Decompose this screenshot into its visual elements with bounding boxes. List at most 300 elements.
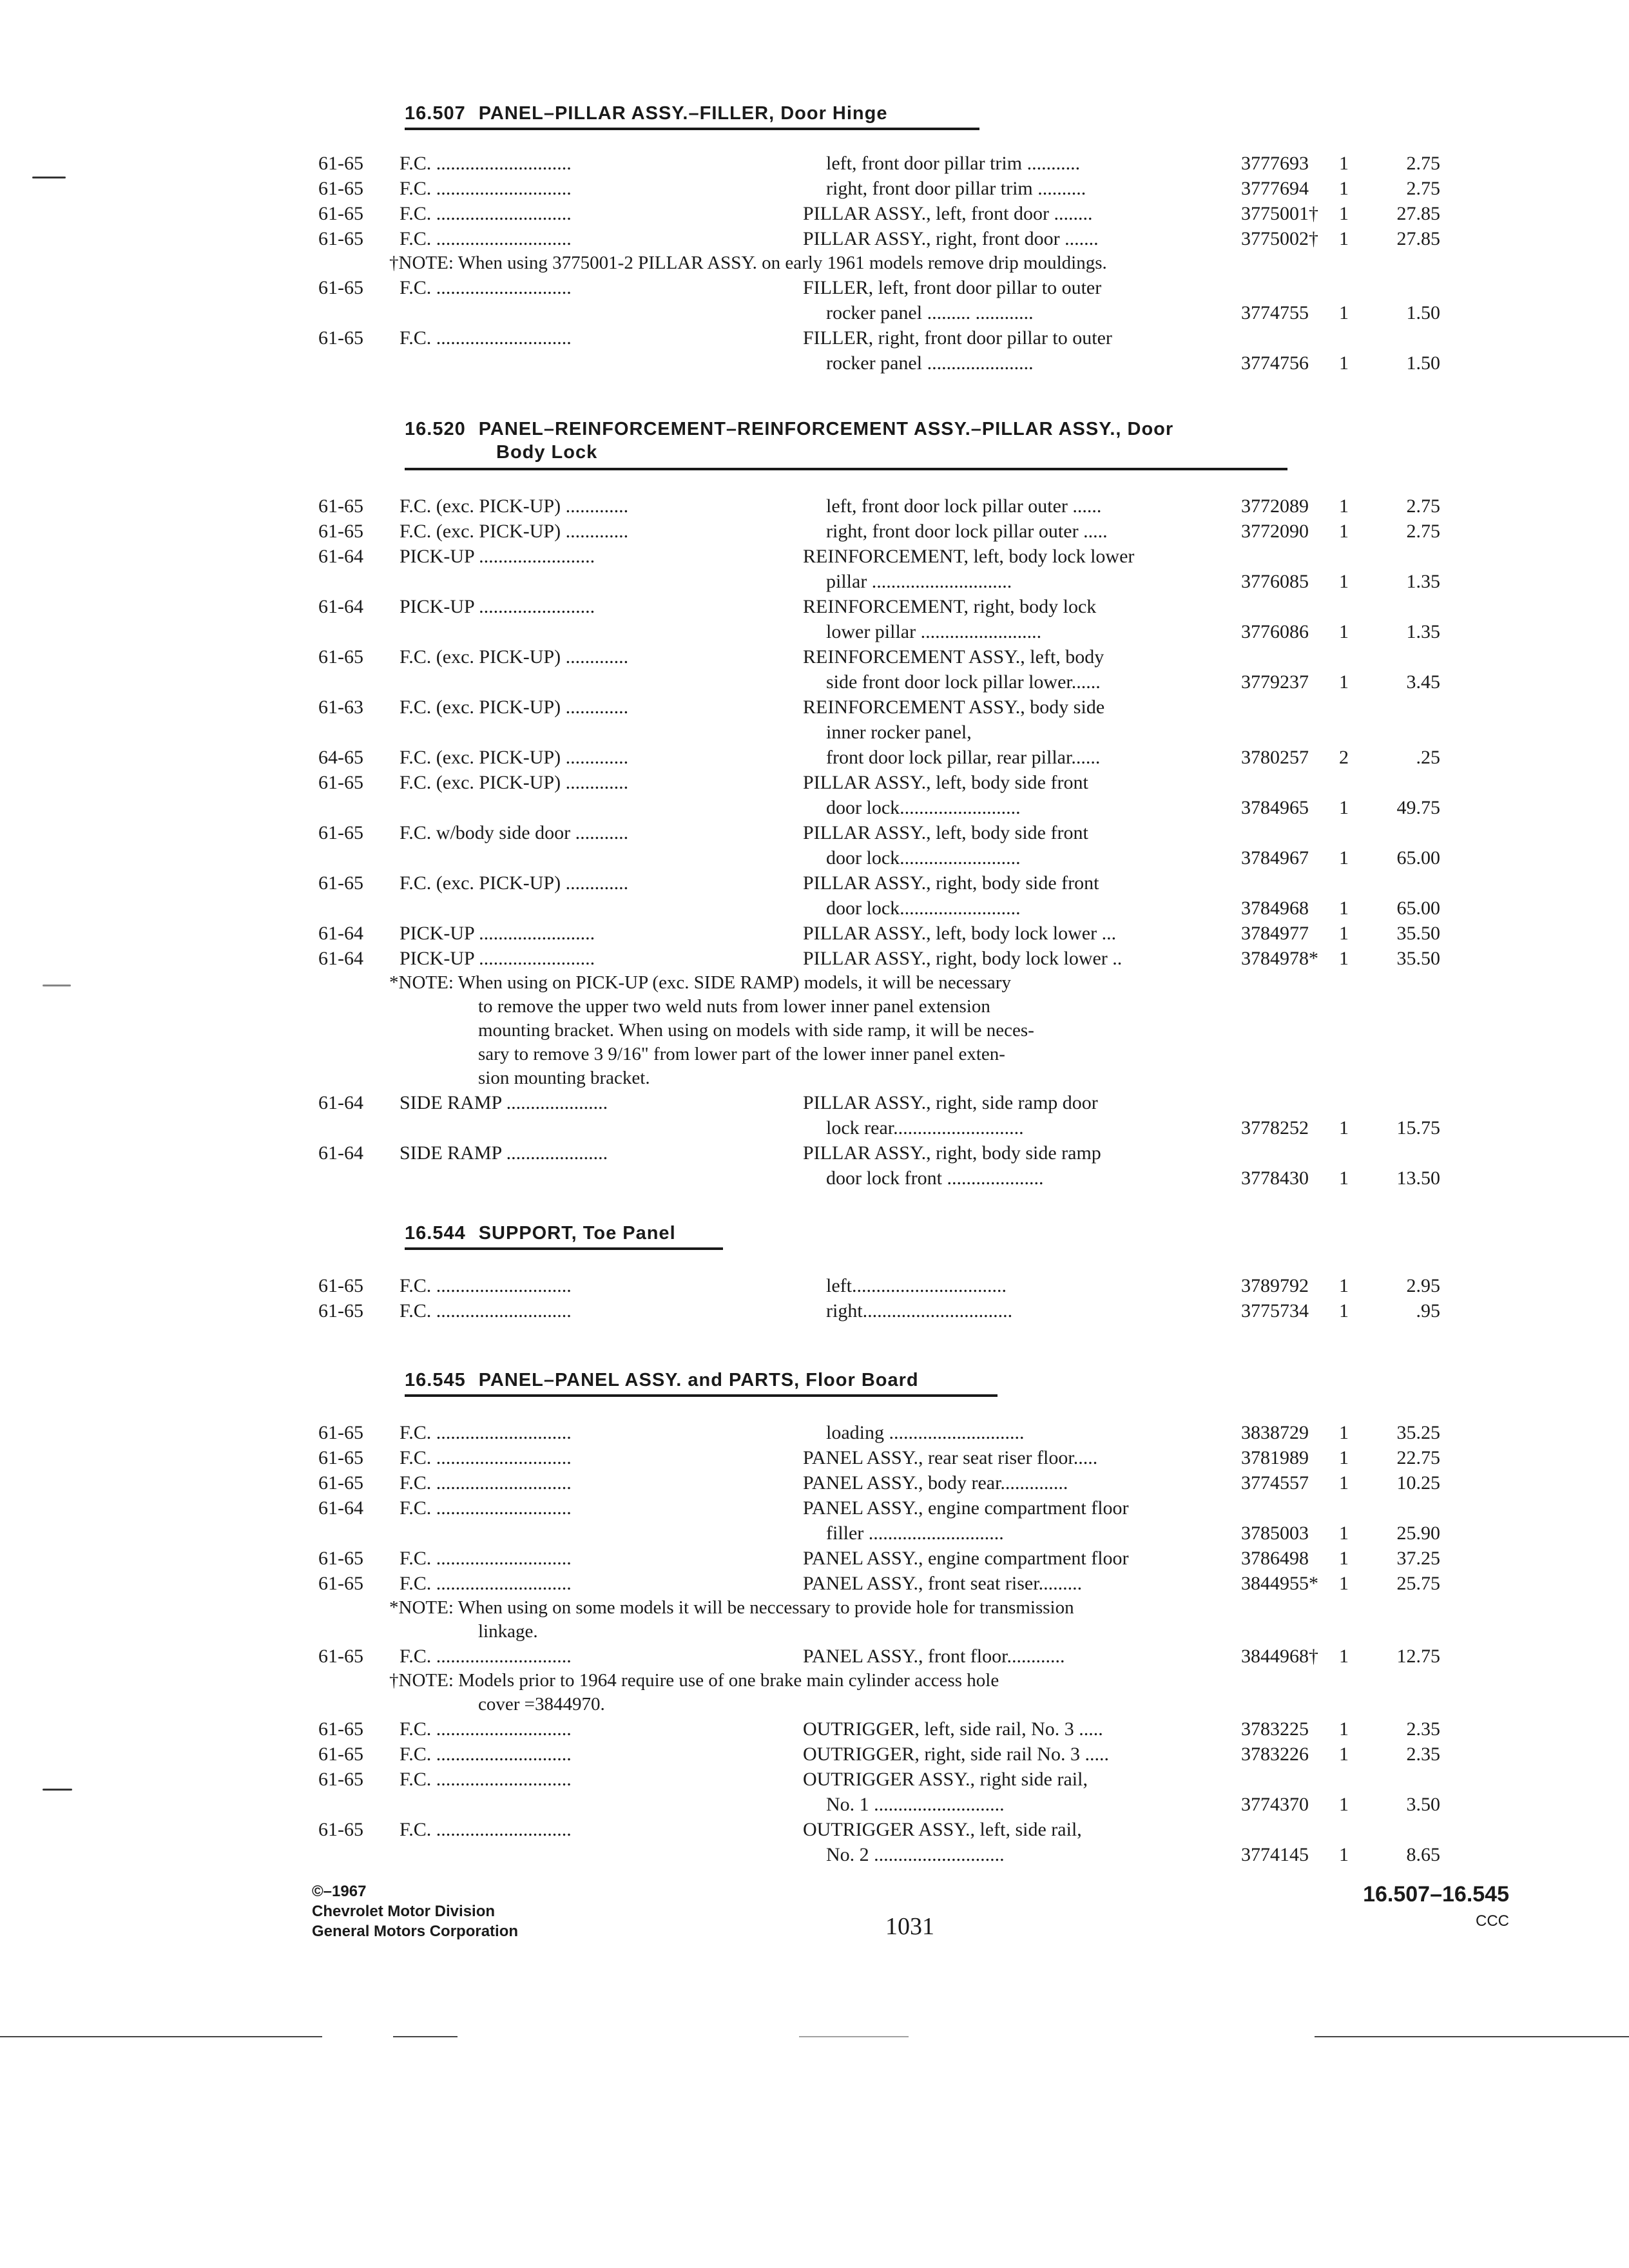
part-row: [0, 1792, 1629, 1817]
quantity: 1: [1339, 521, 1349, 542]
part-row: [0, 1273, 1629, 1298]
part-row: [0, 1420, 1629, 1445]
part-number: 3778430: [1241, 1168, 1309, 1189]
note-line: to remove the upper two weld nuts from lower inner panel extension: [478, 996, 990, 1017]
part-row: [0, 845, 1629, 870]
model-name: F.C. ............................: [400, 1275, 572, 1296]
part-row: [0, 494, 1629, 519]
part-row: [0, 644, 1629, 669]
quantity: 1: [1339, 203, 1349, 224]
quantity: 1: [1339, 1168, 1349, 1189]
part-row: [0, 275, 1629, 300]
quantity: 1: [1339, 1422, 1349, 1443]
part-number: 3780257: [1241, 747, 1309, 768]
quantity: 1: [1339, 898, 1349, 919]
quantity: 1: [1339, 495, 1349, 517]
quantity: 1: [1339, 948, 1349, 969]
model-years: 61-65: [318, 1447, 363, 1468]
model-name: F.C. ............................: [400, 1447, 572, 1468]
part-description: No. 1 ...........................: [826, 1794, 1005, 1815]
model-name: F.C. (exc. PICK-UP) .............: [400, 772, 629, 793]
section-underline: [405, 1247, 723, 1250]
model-years: 61-65: [318, 178, 363, 199]
model-years: 61-65: [318, 1300, 363, 1321]
model-years: 61-65: [318, 495, 363, 517]
part-number: 3775734: [1241, 1300, 1309, 1321]
model-name: PICK-UP ........................: [400, 596, 595, 617]
part-description: PANEL ASSY., front floor............: [803, 1646, 1065, 1667]
quantity: 1: [1339, 352, 1349, 374]
section-number: 16.507: [405, 103, 466, 124]
section-number: 16.520: [405, 419, 466, 439]
part-note: [389, 1669, 1629, 1716]
model-name: F.C. ............................: [400, 1573, 572, 1594]
part-row: [0, 820, 1629, 845]
part-number: 3784978*: [1241, 948, 1318, 969]
part-row: [0, 569, 1629, 594]
quantity: 1: [1339, 228, 1349, 249]
price: 35.50: [1396, 923, 1440, 944]
quantity: 1: [1339, 1573, 1349, 1594]
model-name: F.C. (exc. PICK-UP) .............: [400, 697, 629, 718]
margin-mark: [32, 177, 66, 178]
model-years: 61-65: [318, 1472, 363, 1494]
model-name: F.C. ............................: [400, 1472, 572, 1494]
part-number: 3774557: [1241, 1472, 1309, 1494]
model-name: F.C. ............................: [400, 1718, 572, 1740]
part-row: [0, 1767, 1629, 1792]
footer-publisher: [312, 1881, 518, 1941]
quantity: 1: [1339, 671, 1349, 693]
model-years: 61-65: [318, 1646, 363, 1667]
part-description: inner rocker panel,: [826, 722, 972, 743]
section-underline: [405, 468, 1287, 470]
part-row: [0, 594, 1629, 619]
quantity: 1: [1339, 1844, 1349, 1865]
model-name: F.C. ............................: [400, 228, 572, 249]
part-number: 3789792: [1241, 1275, 1309, 1296]
price: 35.25: [1396, 1422, 1440, 1443]
price: 3.50: [1406, 1794, 1440, 1815]
price: 25.90: [1396, 1523, 1440, 1544]
price: 2.75: [1406, 495, 1440, 517]
quantity: 1: [1339, 1472, 1349, 1494]
part-number: 3774145: [1241, 1844, 1309, 1865]
model-name: F.C. ............................: [400, 1548, 572, 1569]
part-row: [0, 896, 1629, 921]
part-row: [0, 870, 1629, 896]
quantity: 1: [1339, 178, 1349, 199]
quantity: 1: [1339, 1548, 1349, 1569]
model-name: SIDE RAMP .....................: [400, 1092, 608, 1113]
price: 35.50: [1396, 948, 1440, 969]
model-years: 61-64: [318, 923, 363, 944]
model-years: 61-63: [318, 697, 363, 718]
part-row: [0, 669, 1629, 695]
model-years: 61-65: [318, 1548, 363, 1569]
model-name: F.C. (exc. PICK-UP) .............: [400, 495, 629, 517]
part-number: 3844955*: [1241, 1573, 1318, 1594]
model-years: 61-64: [318, 596, 363, 617]
part-row: [0, 1644, 1629, 1669]
section-title: PANEL–PANEL ASSY. and PARTS, Floor Board: [478, 1370, 919, 1390]
section-title: PANEL–PILLAR ASSY.–FILLER, Door Hinge: [478, 103, 888, 124]
part-description: door lock.........................: [826, 797, 1021, 818]
quantity: 1: [1339, 571, 1349, 592]
part-row: [0, 695, 1629, 720]
price: 27.85: [1396, 203, 1440, 224]
quantity: 1: [1339, 1300, 1349, 1321]
part-row: [0, 1470, 1629, 1495]
part-number: 3777694: [1241, 178, 1309, 199]
part-description: REINFORCEMENT, left, body lock lower: [803, 546, 1135, 567]
model-years: 61-65: [318, 203, 363, 224]
catalog-code: CCC: [1476, 1912, 1509, 1930]
quantity: 1: [1339, 1646, 1349, 1667]
model-years: 61-64: [318, 948, 363, 969]
section-16507-parts: [0, 151, 1629, 376]
part-row: [0, 519, 1629, 544]
part-row: [0, 1742, 1629, 1767]
model-name: F.C. ............................: [400, 1497, 572, 1519]
part-row: [0, 1445, 1629, 1470]
model-years: 61-65: [318, 1422, 363, 1443]
model-name: F.C. ............................: [400, 327, 572, 349]
section-number: 16.545: [405, 1370, 466, 1390]
margin-mark: [43, 1789, 72, 1791]
part-description: PILLAR ASSY., right, body lock lower ..: [803, 948, 1123, 969]
part-row: [0, 770, 1629, 795]
part-row: [0, 1140, 1629, 1166]
quantity: 1: [1339, 153, 1349, 174]
part-description: right...............................: [826, 1300, 1013, 1321]
note-line: sion mounting bracket.: [478, 1068, 650, 1088]
part-number: 3772090: [1241, 521, 1309, 542]
part-number: 3784977: [1241, 923, 1309, 944]
model-years: 61-65: [318, 521, 363, 542]
part-number: 3784968: [1241, 898, 1309, 919]
section-underline: [405, 128, 979, 130]
part-description: FILLER, left, front door pillar to outer: [803, 277, 1102, 298]
division-name: Chevrolet Motor Division: [312, 1903, 496, 1920]
part-description: PILLAR ASSY., right, body side ramp: [803, 1142, 1101, 1164]
part-row: [0, 201, 1629, 226]
part-row: [0, 1090, 1629, 1115]
model-years: 61-64: [318, 1497, 363, 1519]
part-row: [0, 544, 1629, 569]
corporation-name: General Motors Corporation: [312, 1923, 519, 1940]
part-number: 3783225: [1241, 1718, 1309, 1740]
part-description: pillar .............................: [826, 571, 1012, 592]
part-number: 3776085: [1241, 571, 1309, 592]
section-number: 16.544: [405, 1223, 466, 1244]
section-title: SUPPORT, Toe Panel: [478, 1223, 676, 1244]
part-row: [0, 1817, 1629, 1842]
part-number: 3774370: [1241, 1794, 1309, 1815]
part-row: [0, 745, 1629, 770]
note-line: *NOTE: When using on some models it will be neccessary to provide hole for transmission: [389, 1597, 1074, 1618]
section-subtitle: Body Lock: [496, 442, 598, 463]
part-row: [0, 226, 1629, 251]
part-row: [0, 1298, 1629, 1323]
model-name: PICK-UP ........................: [400, 948, 595, 969]
part-description: loading ............................: [826, 1422, 1025, 1443]
quantity: 1: [1339, 797, 1349, 818]
model-name: F.C. ............................: [400, 1300, 572, 1321]
part-description: OUTRIGGER ASSY., left, side rail,: [803, 1819, 1082, 1840]
part-description: left, front door pillar trim ...........: [826, 153, 1081, 174]
model-years: 61-65: [318, 153, 363, 174]
section-16545-parts: [0, 1420, 1629, 1867]
section-heading: [405, 102, 887, 125]
part-row: [0, 1521, 1629, 1546]
price: 2.75: [1406, 178, 1440, 199]
quantity: 1: [1339, 1275, 1349, 1296]
footer-range: [1363, 1879, 1509, 1933]
model-name: F.C. ............................: [400, 1646, 572, 1667]
note-line: sary to remove 3 9/16" from lower part of the lower inner panel exten-: [478, 1044, 1005, 1064]
part-description: REINFORCEMENT ASSY., left, body: [803, 646, 1104, 668]
part-row: [0, 1495, 1629, 1521]
model-name: PICK-UP ........................: [400, 546, 595, 567]
part-row: [0, 720, 1629, 745]
part-description: FILLER, right, front door pillar to outer: [803, 327, 1112, 349]
part-description: front door lock pillar, rear pillar......: [826, 747, 1101, 768]
price: 12.75: [1396, 1646, 1440, 1667]
price: 15.75: [1396, 1117, 1440, 1139]
quantity: 1: [1339, 1523, 1349, 1544]
price: 1.35: [1406, 571, 1440, 592]
part-row: [0, 300, 1629, 325]
part-note: [389, 971, 1629, 1090]
part-number: 3774755: [1241, 302, 1309, 323]
note-line: cover =3844970.: [478, 1694, 605, 1715]
price: .95: [1416, 1300, 1440, 1321]
model-years: 61-65: [318, 772, 363, 793]
part-row: [0, 351, 1629, 376]
part-row: [0, 795, 1629, 820]
page-number: 1031: [885, 1913, 934, 1940]
price: 2.75: [1406, 153, 1440, 174]
note-line: *NOTE: When using on PICK-UP (exc. SIDE RAMP) models, it will be necessary: [389, 972, 1011, 993]
model-name: F.C. (exc. PICK-UP) .............: [400, 747, 629, 768]
price: 25.75: [1396, 1573, 1440, 1594]
price: 2.95: [1406, 1275, 1440, 1296]
model-years: 61-64: [318, 1142, 363, 1164]
part-row: [0, 1842, 1629, 1867]
part-description: OUTRIGGER, right, side rail No. 3 .....: [803, 1744, 1109, 1765]
note-line: linkage.: [478, 1621, 538, 1642]
model-name: F.C. ............................: [400, 203, 572, 224]
part-description: left................................: [826, 1275, 1007, 1296]
part-number: 3775002†: [1241, 228, 1318, 249]
model-years: 61-65: [318, 1819, 363, 1840]
quantity: 1: [1339, 302, 1349, 323]
note-line: mounting bracket. When using on models with side ramp, it will be neces-: [478, 1020, 1034, 1041]
part-description: door lock.........................: [826, 847, 1021, 869]
model-years: 61-65: [318, 1573, 363, 1594]
scan-edge-line: [0, 2036, 322, 2037]
part-description: PILLAR ASSY., right, side ramp door: [803, 1092, 1098, 1113]
quantity: 1: [1339, 1794, 1349, 1815]
model-years: 61-65: [318, 277, 363, 298]
section-range: 16.507–16.545: [1363, 1882, 1509, 1907]
model-years: 61-65: [318, 1769, 363, 1790]
part-row: [0, 176, 1629, 201]
model-years: 61-65: [318, 1744, 363, 1765]
part-number: 3784965: [1241, 797, 1309, 818]
part-description: door lock.........................: [826, 898, 1021, 919]
part-description: lock rear...........................: [826, 1117, 1024, 1139]
part-number: 3774756: [1241, 352, 1309, 374]
model-name: F.C. (exc. PICK-UP) .............: [400, 872, 629, 894]
part-description: PANEL ASSY., front seat riser.........: [803, 1573, 1083, 1594]
quantity: 2: [1339, 747, 1349, 768]
part-row: [0, 1546, 1629, 1571]
price: 8.65: [1406, 1844, 1440, 1865]
part-number: 3838729: [1241, 1422, 1309, 1443]
price: 13.50: [1396, 1168, 1440, 1189]
price: 37.25: [1396, 1548, 1440, 1569]
price: 2.35: [1406, 1744, 1440, 1765]
model-name: F.C. w/body side door ...........: [400, 822, 629, 843]
price: 10.25: [1396, 1472, 1440, 1494]
part-description: REINFORCEMENT ASSY., body side: [803, 697, 1105, 718]
section-heading: [405, 1222, 676, 1245]
section-heading: [405, 1369, 919, 1392]
quantity: 1: [1339, 1744, 1349, 1765]
part-description: PILLAR ASSY., left, body lock lower ...: [803, 923, 1117, 944]
part-description: PANEL ASSY., engine compartment floor: [803, 1497, 1129, 1519]
margin-mark: [43, 985, 71, 986]
part-description: PILLAR ASSY., left, body side front: [803, 822, 1088, 843]
scan-edge-line: [799, 2036, 909, 2037]
model-years: 61-65: [318, 822, 363, 843]
price: 49.75: [1396, 797, 1440, 818]
part-number: 3784967: [1241, 847, 1309, 869]
part-description: lower pillar .........................: [826, 621, 1042, 642]
quantity: 1: [1339, 1718, 1349, 1740]
part-number: 3775001†: [1241, 203, 1318, 224]
price: 1.50: [1406, 302, 1440, 323]
part-row: [0, 1571, 1629, 1596]
model-years: 61-65: [318, 646, 363, 668]
model-name: F.C. ............................: [400, 277, 572, 298]
model-years: 61-65: [318, 1275, 363, 1296]
price: 65.00: [1396, 898, 1440, 919]
part-number: 3786498: [1241, 1548, 1309, 1569]
part-note: [389, 1596, 1629, 1644]
quantity: 1: [1339, 923, 1349, 944]
part-note: [389, 251, 1629, 275]
section-heading: [405, 418, 1173, 464]
model-years: 61-65: [318, 228, 363, 249]
part-number: 3772089: [1241, 495, 1309, 517]
part-description: PILLAR ASSY., left, front door ........: [803, 203, 1093, 224]
part-description: left, front door lock pillar outer ......: [826, 495, 1102, 517]
model-years: 61-65: [318, 327, 363, 349]
part-description: rocker panel ......... ............: [826, 302, 1034, 323]
part-number: 3779237: [1241, 671, 1309, 693]
part-description: PANEL ASSY., body rear..............: [803, 1472, 1068, 1494]
part-row: [0, 1166, 1629, 1191]
note-line: †NOTE: When using 3775001-2 PILLAR ASSY. on early 1961 models remove drip mouldings.: [389, 253, 1107, 273]
part-number: 3783226: [1241, 1744, 1309, 1765]
part-row: [0, 921, 1629, 946]
part-number: 3785003: [1241, 1523, 1309, 1544]
part-description: right, front door lock pillar outer .....: [826, 521, 1108, 542]
model-name: SIDE RAMP .....................: [400, 1142, 608, 1164]
model-name: F.C. ............................: [400, 1422, 572, 1443]
part-description: filler ............................: [826, 1523, 1004, 1544]
quantity: 1: [1339, 621, 1349, 642]
scan-edge-line: [1315, 2036, 1629, 2037]
section-title: PANEL–REINFORCEMENT–REINFORCEMENT ASSY.–PILLAR ASSY., Door: [478, 419, 1174, 439]
section-underline: [405, 1394, 998, 1397]
quantity: 1: [1339, 847, 1349, 869]
part-row: [0, 1115, 1629, 1140]
model-years: 61-65: [318, 872, 363, 894]
part-number: 3781989: [1241, 1447, 1309, 1468]
model-name: F.C. (exc. PICK-UP) .............: [400, 646, 629, 668]
price: 1.50: [1406, 352, 1440, 374]
part-number: 3778252: [1241, 1117, 1309, 1139]
price: 65.00: [1396, 847, 1440, 869]
part-description: No. 2 ...........................: [826, 1844, 1005, 1865]
price: 1.35: [1406, 621, 1440, 642]
price: 22.75: [1396, 1447, 1440, 1468]
part-row: [0, 946, 1629, 971]
note-line: †NOTE: Models prior to 1964 require use of one brake main cylinder access hole: [389, 1670, 999, 1691]
part-description: door lock front ....................: [826, 1168, 1044, 1189]
part-description: side front door lock pillar lower......: [826, 671, 1101, 693]
model-name: F.C. (exc. PICK-UP) .............: [400, 521, 629, 542]
part-number: 3776086: [1241, 621, 1309, 642]
part-description: PANEL ASSY., engine compartment floor: [803, 1548, 1129, 1569]
price: 2.35: [1406, 1718, 1440, 1740]
part-description: rocker panel ......................: [826, 352, 1034, 374]
part-number: 3777693: [1241, 153, 1309, 174]
part-description: REINFORCEMENT, right, body lock: [803, 596, 1097, 617]
part-description: right, front door pillar trim ..........: [826, 178, 1086, 199]
part-row: [0, 151, 1629, 176]
model-years: 61-64: [318, 546, 363, 567]
part-number: 3844968†: [1241, 1646, 1318, 1667]
model-years: 61-65: [318, 1718, 363, 1740]
part-description: PILLAR ASSY., right, front door .......: [803, 228, 1099, 249]
price: 2.75: [1406, 521, 1440, 542]
price: 27.85: [1396, 228, 1440, 249]
section-16544-parts: [0, 1273, 1629, 1323]
model-years: 64-65: [318, 747, 363, 768]
part-description: PANEL ASSY., rear seat riser floor.....: [803, 1447, 1098, 1468]
model-name: F.C. ............................: [400, 153, 572, 174]
part-row: [0, 325, 1629, 351]
part-description: OUTRIGGER ASSY., right side rail,: [803, 1769, 1088, 1790]
part-description: OUTRIGGER, left, side rail, No. 3 .....: [803, 1718, 1103, 1740]
model-years: 61-64: [318, 1092, 363, 1113]
part-row: [0, 619, 1629, 644]
section-16520-parts: [0, 494, 1629, 1191]
model-name: PICK-UP ........................: [400, 923, 595, 944]
part-description: PILLAR ASSY., right, body side front: [803, 872, 1099, 894]
quantity: 1: [1339, 1117, 1349, 1139]
price: .25: [1416, 747, 1440, 768]
model-name: F.C. ............................: [400, 1819, 572, 1840]
scan-edge-line: [393, 2036, 458, 2037]
model-name: F.C. ............................: [400, 1744, 572, 1765]
part-description: PILLAR ASSY., left, body side front: [803, 772, 1088, 793]
